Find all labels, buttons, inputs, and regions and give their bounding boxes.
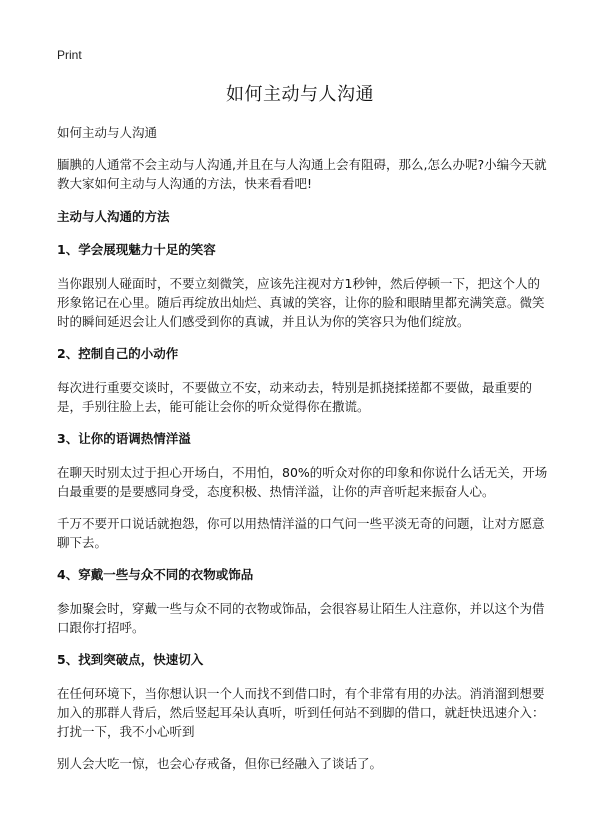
item-heading-4: 4、穿戴一些与众不同的衣物或饰品 <box>57 567 254 582</box>
item-heading-3: 3、让你的语调热情洋溢 <box>57 431 191 446</box>
item-2-paragraph-1: 每次进行重要交谈时，不要做立不安，动来动去，特别是抓挠揉搓都不要做，最重要的是，手别往脸上去，能可能让会你的听众觉得你在撒谎。 <box>57 380 533 414</box>
item-heading-5: 5、找到突破点，快速切入 <box>57 652 204 667</box>
item-3-paragraph-2: 千万不要开口说话就抱怨，你可以用热情洋溢的口气问一些平淡无奇的问题，让对方愿意聊下去。 <box>57 516 545 550</box>
item-4-paragraph-1: 参加聚会时，穿戴一些与众不同的衣物或饰品，会很容易让陌生人注意你，并以这个为借口跟你打招呼。 <box>57 601 545 635</box>
article-body <box>57 123 550 786</box>
item-5-paragraph-2: 别人会大吃一惊，也会心存戒备，但你已经融入了谈话了。 <box>57 756 383 771</box>
item-1-paragraph-1: 当你跟别人碰面时，不要立刻微笑，应该先注视对方1秒钟，然后停顿一下，把这个人的形象铭记在心里。随后再绽放出灿烂、真诚的笑容，让你的脸和眼睛里都充满笑意。微笑时的瞬间延迟会让人们感受到你的真诚，并且认为你的笑容只为他们绽放。 <box>57 276 545 329</box>
section-heading: 主动与人沟通的方法 <box>57 209 170 224</box>
article-subtitle: 如何主动与人沟通 <box>57 125 158 140</box>
item-heading-2: 2、控制自己的小动作 <box>57 346 179 361</box>
print-link[interactable]: Print <box>57 48 82 62</box>
item-3-paragraph-1: 在聊天时别太过于担心开场白，不用怕，80%的听众对你的印象和你说什么话无关，开场白最重要的是要感同身受，态度积极、热情洋溢，让你的声音听起来振奋人心。 <box>57 465 548 499</box>
page-title: 如何主动与人沟通 <box>226 84 374 105</box>
intro-paragraph: 腼腆的人通常不会主动与人沟通,并且在与人沟通上会有阻碍，那么,怎么办呢?小编今天就教大家如何主动与人沟通的方法，快来看看吧! <box>57 157 547 191</box>
item-heading-1: 1、学会展现魅力十足的笑容 <box>57 242 216 257</box>
item-5-paragraph-1: 在任何环境下，当你想认识一个人而找不到借口时，有个非常有用的办法。消消溜到想要加入的那群人背后，然后竖起耳朵认真听，听到任何站不到脚的借口，就赶快迅速介入：打扰一下，我不小心听到 <box>57 686 545 739</box>
